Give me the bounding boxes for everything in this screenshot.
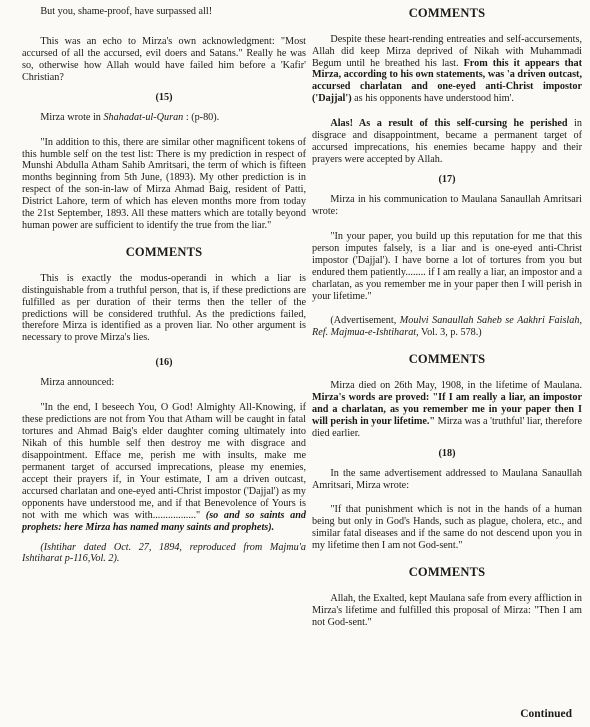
comments-heading: COMMENTS: [125, 245, 203, 260]
continued-label: Continued: [520, 707, 572, 720]
section-17-reference: (Advertisement, Moulvi Sanaullah Saheb se Aakhri Faislah, Ref. Majmua-e-Ishtiharat, Vol. 3, p. 578.): [312, 315, 582, 339]
alas-paragraph: Alas! As a result of this self-cursing he perished in disgrace and disappointment, became a permanent target of accursed imprecations, his enemies became happy and their prayers were accepted by Allah.: [312, 118, 582, 166]
section-16-quote: "In the end, I beseech You, O God! Almighty All-Knowing, if these predictions are not from You that Atham will be caught in fatal tortures and Ahmad Baig's elder daughter coming ultimately into Nikah of this humble self then destroy me with disgrace and disappointment. Efface me, perish me with insults, make me permanent target of accursed imprecations, please my enemies, accept their prayers if, in Your estimate, I am a driven outcast, accursed charlatan and one-eyed anti-Christ impostor ('Dajjal') as my opponents have understood me, and if that Benevolence of Yours is not with me which was with................." (so and so saints and prophets: here Mirza has named many saints and prophets).: [22, 402, 306, 533]
section-18-lead: In the same advertisement addressed to Maulana Sanaullah Amritsari, Mirza wrote:: [312, 467, 582, 491]
left-column: [22, 6, 306, 565]
section-16-lead: Mirza announced:: [40, 377, 115, 389]
section-15-lead: Mirza wrote in Shahadat-ul-Quran : (p-80).: [40, 111, 220, 123]
section-number-16: (16): [155, 357, 173, 369]
despite-paragraph: Despite these heart-rending entreaties and self-accursements, Allah did keep Mirza deprived of Nikah with Muhammadi Begum until he breathed his last. From this it appears that Mirza, according to his own statements, was 'a driven outcast, accursed charlatan and one-eyed anti-Christ impostor ('Dajjal') as his opponents have understood him'.: [312, 33, 582, 105]
right-column: [312, 6, 582, 629]
comments-paragraph: This is exactly the modus-operandi in which a liar is distinguishable from a truthful person, that is, if these predictions are fulfilled as per duration of their terms then the teller of the predictions will be considered truthful. As the predictions failed, therefore Mirza is identified as a proven liar. No other argument is necessary to prove Mirza's lies.: [22, 272, 306, 344]
section-17-lead: Mirza in his communication to Maulana Sanaullah Amritsari wrote:: [312, 193, 582, 217]
section-15-quote: "In addition to this, there are similar other magnificent tokens of this humble self on the test list: There is my prediction in respect of Munshi Abdulla Atham Sahib Amritsari, the term of which is fifteen months beginning from 5th June, (1893). My other prediction is in respect of the son-in-law of Mirza Ahmad Baig, resident of Patti, District Lahore, term of which has eleven months more from today the 21st September, 1893. All these matters which are totally beyond human power are sufficient to identify the true from the liar.": [22, 136, 306, 232]
echo-paragraph: This was an echo to Mirza's own acknowledgment: "Most accursed of all the accursed, evil doers and Satans." Really he was so, otherwise how Allah would have failed him before a 'Kafir' Christian?: [22, 35, 306, 83]
section-16-note: (so and so saints and prophets: here Mirza has named many saints and prophets).: [22, 509, 306, 533]
book-title: Shahadat-ul-Quran: [103, 111, 184, 123]
comments-heading: COMMENTS: [408, 565, 486, 580]
section-16-reference: (Ishtihar dated Oct. 27, 1894, reproduced from Majmu'a Ishtiharat p-116,Vol. 2).: [22, 541, 306, 565]
died-paragraph: Mirza died on 26th May, 1908, in the lifetime of Maulana. Mirza's words are proved: "If I am really a liar, an impostor and a charlatan, as you remember me in your paper then I will perish in your lifetime." Mirza was a 'truthful' liar, therefore died earlier.: [312, 379, 582, 439]
section-17-quote: "In your paper, you build up this reputation for me that this person imputes falsely, is a liar and is one-eyed anti-Christ impostor ('Dajjal'). I have borne a lot of tortures from you but endured them patiently........ if I am really a liar, an impostor and a charlatan, as you remember me in your paper then I will perish in your lifetime.": [312, 230, 582, 302]
final-paragraph: Allah, the Exalted, kept Maulana safe from every affliction in Mirza's lifetime and fulfilled this proposal of Mirza: "Then I am not God-sent.": [312, 592, 582, 628]
intro-line: But you, shame-proof, have surpassed all!: [40, 6, 213, 17]
section-number-15: (15): [155, 91, 173, 103]
comments-heading: COMMENTS: [408, 352, 486, 367]
comments-heading: COMMENTS: [408, 6, 486, 20]
section-number-17: (17): [438, 174, 456, 185]
section-18-quote: "If that punishment which is not in the hands of a human being but only in God's Hands, such as plague, cholera, etc., and similar fatal diseases and if the same do not descend upon you in my lifetime then I am not God-sent.": [312, 504, 582, 552]
section-number-18: (18): [438, 447, 456, 459]
